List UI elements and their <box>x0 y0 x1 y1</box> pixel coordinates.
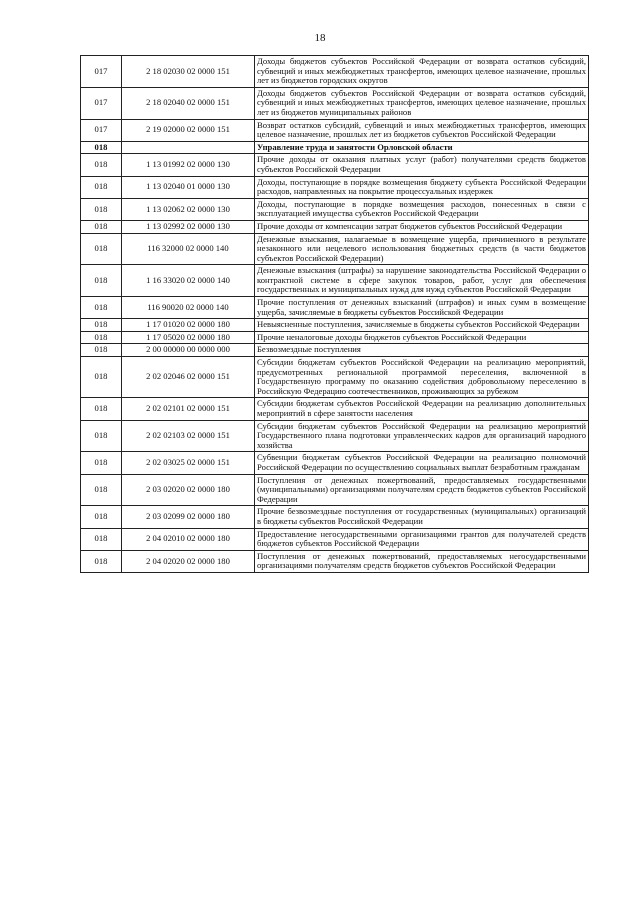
admin-code-cell: 018 <box>81 220 122 233</box>
revenue-name-cell: Доходы бюджетов субъектов Российской Федерации от возврата остатков субсидий, субвенций и иных межбюджетных трансфертов, имеющих целевое назначение, прошлых лет из бюджетов городских округов <box>255 56 589 88</box>
table-row <box>81 297 589 319</box>
revenue-name-cell: Управление труда и занятости Орловской области <box>255 141 589 154</box>
revenue-name-cell: Прочие неналоговые доходы бюджетов субъектов Российской Федерации <box>255 331 589 344</box>
revenue-name-cell: Доходы бюджетов субъектов Российской Федерации от возврата остатков субсидий, субвенций и иных межбюджетных трансфертов, имеющих целевое назначение, прошлых лет из бюджетов муниципальных районов <box>255 87 589 119</box>
budget-code-cell: 2 03 02099 02 0000 180 <box>122 506 255 528</box>
revenue-name-cell: Поступления от денежных пожертвований, предоставляемых негосударственными организациями получателям средств бюджетов субъектов Российской Федерации <box>255 550 589 572</box>
table-row <box>81 87 589 119</box>
admin-code-cell: 018 <box>81 141 122 154</box>
table-row <box>81 154 589 176</box>
table-row <box>81 119 589 141</box>
admin-code-cell: 018 <box>81 265 122 297</box>
budget-code-cell: 1 13 02992 02 0000 130 <box>122 220 255 233</box>
budget-code-cell: 116 90020 02 0000 140 <box>122 297 255 319</box>
admin-code-cell: 018 <box>81 233 122 265</box>
table-row <box>81 176 589 198</box>
budget-code-cell: 2 02 02103 02 0000 151 <box>122 420 255 452</box>
budget-code-cell: 2 02 03025 02 0000 151 <box>122 452 255 474</box>
admin-code-cell: 018 <box>81 398 122 420</box>
budget-code-cell: 1 17 05020 02 0000 180 <box>122 331 255 344</box>
admin-code-cell: 018 <box>81 297 122 319</box>
table-row <box>81 56 589 88</box>
budget-code-cell: 1 13 02040 01 0000 130 <box>122 176 255 198</box>
admin-code-cell: 018 <box>81 344 122 357</box>
admin-code-cell: 017 <box>81 56 122 88</box>
admin-code-cell: 018 <box>81 506 122 528</box>
table-row <box>81 198 589 220</box>
admin-code-cell: 018 <box>81 420 122 452</box>
table-row <box>81 550 589 572</box>
revenue-name-cell: Предоставление негосударственными организациями грантов для получателей средств бюджетов субъектов Российской Федерации <box>255 528 589 550</box>
revenue-name-cell: Доходы, поступающие в порядке возмещения бюджету субъекта Российской Федерации расходов, направленных на покрытие процессуальных издержек <box>255 176 589 198</box>
revenue-name-cell: Субсидии бюджетам субъектов Российской Федерации на реализацию дополнительных мероприятий в сфере занятости населения <box>255 398 589 420</box>
revenue-name-cell: Безвозмездные поступления <box>255 344 589 357</box>
revenue-name-cell: Денежные взыскания, налагаемые в возмещение ущерба, причиненного в результате незаконного или нецелевого использования бюджетных средств (в части бюджетов субъектов Российской Федерации) <box>255 233 589 265</box>
budget-code-cell: 2 19 02000 02 0000 151 <box>122 119 255 141</box>
table-row <box>81 141 589 154</box>
revenue-codes-table <box>80 55 589 573</box>
budget-code-cell: 2 04 02010 02 0000 180 <box>122 528 255 550</box>
budget-code-cell: 2 00 00000 00 0000 000 <box>122 344 255 357</box>
budget-code-cell: 2 03 02020 02 0000 180 <box>122 474 255 506</box>
admin-code-cell: 018 <box>81 550 122 572</box>
table-row <box>81 319 589 332</box>
revenue-name-cell: Субсидии бюджетам субъектов Российской Федерации на реализацию мероприятий, предусмотренных региональной программой переселения, включенной в Государственную программу по оказанию содействия добровольному переселению в Российскую Федерацию соотечественников, проживающих за рубежом <box>255 357 589 398</box>
budget-code-cell: 1 16 33020 02 0000 140 <box>122 265 255 297</box>
table-row <box>81 528 589 550</box>
revenue-name-cell: Невыясненные поступления, зачисляемые в бюджеты субъектов Российской Федерации <box>255 319 589 332</box>
table-row <box>81 357 589 398</box>
admin-code-cell: 018 <box>81 154 122 176</box>
table-row <box>81 331 589 344</box>
page-number: 18 <box>314 32 326 44</box>
table-row <box>81 474 589 506</box>
table-body <box>81 56 589 573</box>
admin-code-cell: 018 <box>81 452 122 474</box>
revenue-name-cell: Денежные взыскания (штрафы) за нарушение законодательства Российской Федерации о контрактной системе в сфере закупок товаров, работ, услуг для обеспечения государственных и муниципальных нужд для нужд субъектов Российской Федерации <box>255 265 589 297</box>
table-row <box>81 420 589 452</box>
budget-code-cell: 2 02 02101 02 0000 151 <box>122 398 255 420</box>
table-row <box>81 265 589 297</box>
budget-code-cell: 1 17 01020 02 0000 180 <box>122 319 255 332</box>
revenue-name-cell: Прочие доходы от оказания платных услуг (работ) получателями средств бюджетов субъектов Российской Федерации <box>255 154 589 176</box>
revenue-name-cell: Субсидии бюджетам субъектов Российской Федерации на реализацию мероприятий Государственного плана подготовки управленческих кадров для организаций народного хозяйства <box>255 420 589 452</box>
revenue-name-cell: Доходы, поступающие в порядке возмещения расходов, понесенных в связи с эксплуатацией имущества субъектов Российской Федерации <box>255 198 589 220</box>
revenue-name-cell: Прочие поступления от денежных взысканий (штрафов) и иных сумм в возмещение ущерба, зачисляемые в бюджеты субъектов Российской Федерации <box>255 297 589 319</box>
budget-code-cell: 2 04 02020 02 0000 180 <box>122 550 255 572</box>
table-row <box>81 220 589 233</box>
admin-code-cell: 018 <box>81 198 122 220</box>
admin-code-cell: 018 <box>81 319 122 332</box>
table-row <box>81 506 589 528</box>
budget-code-cell: 2 18 02040 02 0000 151 <box>122 87 255 119</box>
revenue-name-cell: Субвенции бюджетам субъектов Российской Федерации на реализацию полномочий Российской Федерации по осуществлению социальных выплат безработным гражданам <box>255 452 589 474</box>
table-row <box>81 452 589 474</box>
admin-code-cell: 018 <box>81 474 122 506</box>
budget-code-cell: 2 18 02030 02 0000 151 <box>122 56 255 88</box>
budget-code-cell <box>122 141 255 154</box>
revenue-name-cell: Поступления от денежных пожертвований, предоставляемых государственными (муниципальными) организациями получателям средств бюджетов субъектов Российской Федерации <box>255 474 589 506</box>
admin-code-cell: 018 <box>81 176 122 198</box>
admin-code-cell: 017 <box>81 87 122 119</box>
table-row <box>81 398 589 420</box>
admin-code-cell: 017 <box>81 119 122 141</box>
budget-code-cell: 116 32000 02 0000 140 <box>122 233 255 265</box>
table-row <box>81 344 589 357</box>
admin-code-cell: 018 <box>81 331 122 344</box>
budget-code-cell: 2 02 02046 02 0000 151 <box>122 357 255 398</box>
budget-code-cell: 1 13 02062 02 0000 130 <box>122 198 255 220</box>
table-row <box>81 233 589 265</box>
admin-code-cell: 018 <box>81 528 122 550</box>
revenue-name-cell: Прочие доходы от компенсации затрат бюджетов субъектов Российской Федерации <box>255 220 589 233</box>
revenue-name-cell: Прочие безвозмездные поступления от государственных (муниципальных) организаций в бюджеты субъектов Российской Федерации <box>255 506 589 528</box>
admin-code-cell: 018 <box>81 357 122 398</box>
revenue-name-cell: Возврат остатков субсидий, субвенций и иных межбюджетных трансфертов, имеющих целевое назначение, прошлых лет из бюджетов субъектов Российской Федерации <box>255 119 589 141</box>
budget-code-cell: 1 13 01992 02 0000 130 <box>122 154 255 176</box>
